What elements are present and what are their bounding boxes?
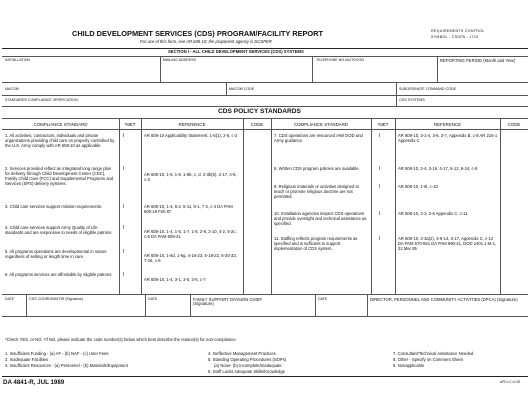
code-9-field[interactable]: [503, 184, 525, 194]
standard-7-reference: AR 608-10, 3-1-4, 3-6, 3-7, Appendix B, c-8 AR 215-1 Appendix C: [398, 133, 498, 143]
date-3-label: DATE: [318, 297, 328, 301]
col-header-reference-left: REFERENCE: [178, 122, 206, 127]
reason-code-6: 6. Staff Lacks Adequate Skills/Knowledge: [208, 369, 285, 374]
standard-8-reference: AR 608-10, 2-4, 3-16, 4-17, 5-12, 6-24, c-9: [398, 166, 478, 171]
coordinator-signature-field[interactable]: [29, 304, 143, 314]
rule: [2, 316, 528, 317]
date-1-field[interactable]: [4, 304, 24, 314]
rule: [2, 82, 528, 83]
divider: [396, 82, 397, 106]
standard-8-text: 8. Written CDS program policies are available.: [274, 166, 360, 171]
installation-label: INSTALLATION: [5, 58, 31, 62]
col-header-standard-left: COMPLIANCE STANDARD: [33, 122, 88, 127]
code-2-field[interactable]: [246, 166, 268, 176]
standard-1-reference: AR 608-10 Applicability Statement, 1-6(1), 2-6, c-2: [144, 133, 238, 138]
rule: [2, 294, 528, 295]
instruction-note: *Check YES, or NO. *If NO, please indicate the code number(s) below which best describe the reason(s) for non-compliance.: [5, 337, 237, 342]
standard-6-text: 6. All programs services are affordable by eligible patrons.: [5, 272, 113, 277]
met-8-checkbox[interactable]: I: [379, 166, 381, 172]
divider: [500, 118, 501, 294]
macom-field[interactable]: [30, 85, 222, 94]
coordinator-signature-label: CDS COORDINATOR (Signature): [29, 297, 83, 301]
col-header-met-left: *MET: [124, 122, 136, 127]
mailing-address-field[interactable]: [163, 64, 308, 80]
standard-6-reference: AR 608-10, 1-4, 3-1, 3-5, 3-6, c-7: [144, 277, 206, 282]
divider: [226, 82, 227, 95]
standard-11-reference: AR 608-10, 2-3a(2), 3-9-14, 3-17, Appendix C, c-12 DA PAM 570-551 DA PAM 690-41, DOD 1401.1-M-1, 22 Mar 85: [398, 236, 497, 251]
divider: [160, 56, 161, 82]
rule: [2, 56, 528, 57]
form-number: DA 4841-R, JUL 1989: [3, 379, 65, 386]
director-signature-field[interactable]: [370, 306, 526, 314]
standard-4-text: 4. Child care services support Army Quality of Life standards and are responsive to needs of eligible patrons.: [5, 225, 113, 235]
macom-code-label: MACOM CODE: [229, 87, 255, 91]
reason-code-2: 2. Inadequate Facilities: [5, 357, 49, 362]
macom-label: MACOM: [5, 87, 19, 91]
installation-field[interactable]: [5, 64, 155, 80]
divider: [271, 118, 272, 294]
divider: [312, 56, 313, 82]
telephone-field[interactable]: [316, 64, 434, 80]
subordinate-command-label: SUBORDINATE COMMAND CODE: [399, 87, 457, 91]
reason-code-1: 1. Insufficient Funding - (a) AF - (b) NAF - (c) User Fees: [5, 351, 109, 356]
standard-2-text: 2. Services provided reflect an integrated long range plan for delivery through Child Development Center (CDC), Family Child Care (FCC) and Supplemental Programs and Services (SPS) delivery systems.: [5, 166, 114, 186]
standard-9-reference: AR 608-10, 1-6l, c-10: [398, 184, 438, 189]
reporting-period-field[interactable]: [440, 68, 526, 80]
met-4-checkbox[interactable]: I: [123, 225, 125, 231]
code-8-field[interactable]: [503, 166, 525, 176]
rule: [2, 376, 528, 377]
col-header-standard-right: COMPLIANCE STANDARD: [293, 122, 349, 127]
policy-standards-title: CDS POLICY STANDARDS: [218, 108, 301, 115]
requirements-control-symbol: SYMBOL - CSDPA - 1710: [431, 35, 479, 39]
telephone-label: TELEPHONE NO./AUTOVON: [316, 58, 364, 62]
reason-code-5-detail: (a) None- (b) Incomplete/Inadequate: [214, 363, 282, 368]
standard-3-text: 3. Child care services support mission requirements.: [5, 204, 103, 209]
reporting-period-label: REPORTING PERIOD (Month and Year): [440, 58, 516, 63]
col-header-reference-right: REFERENCE: [433, 122, 462, 127]
divider: [367, 294, 368, 316]
divider: [315, 294, 316, 316]
family-chief-signature-label: FAMILY SUPPORT DIVISION CHIEF (Signature): [193, 297, 263, 307]
standard-7-text: 7. CDS operations are resourced IAW DOD and Army guidance.: [274, 133, 363, 143]
rule: [2, 129, 528, 130]
reason-code-9: 9. Nonapplicable: [393, 363, 425, 368]
col-header-met-right: *MET: [377, 122, 389, 127]
standard-4-reference: AR 608-10, 1-4, 1-5, 1-7, 1-8, 2-9, 2-10, 4-2, 5-2c, c-5 DA PAM 608-41: [144, 229, 237, 239]
code-5-field[interactable]: [246, 249, 268, 259]
code-7-field[interactable]: [503, 133, 525, 143]
met-3-checkbox[interactable]: I: [123, 204, 125, 210]
divider: [395, 118, 396, 294]
standard-1-text: 1. All activities, contractors, individuals and private organizations providing child care on property controlled by the U.S. Army comply with AR 608-10 as applicable.: [5, 133, 115, 148]
standard-5-reference: AR 608-10, 1-6d, 1-6g, 4-16-23, 5-18-22, 6-30-33, 7-16, c-6: [144, 253, 237, 263]
director-signature-label: DIRECTOR, PERSONNEL AND COMMUNITY ACTIVITIES (DPCA) (Signature): [370, 297, 518, 302]
met-2-checkbox[interactable]: I: [123, 166, 125, 172]
col-header-code-right: CODE: [507, 122, 521, 127]
form-edition: APD LC v1.00: [500, 380, 521, 384]
macom-code-field[interactable]: [262, 85, 392, 94]
reason-code-5: 5. Standing Operating Procedures (SOPs): [208, 357, 287, 362]
divider: [145, 294, 146, 316]
standard-9-text: 9. Religious materials or activities designed to teach or promote religious doctrine are not permitted.: [274, 184, 359, 199]
requirements-control-label: REQUIREMENTS CONTROL: [431, 29, 485, 33]
code-4-field[interactable]: [246, 225, 268, 235]
divider: [371, 118, 372, 294]
divider: [190, 294, 191, 316]
standard-10-text: 10. Installation agencies inspect CDS operations and provide oversight and technical assistance as specified.: [274, 211, 367, 226]
met-7-checkbox[interactable]: I: [379, 133, 381, 139]
code-6-field[interactable]: [246, 272, 268, 282]
divider: [141, 118, 142, 294]
divider: [119, 118, 120, 294]
col-header-code-left: CODE: [250, 122, 264, 127]
code-10-field[interactable]: [503, 211, 525, 221]
met-9-checkbox[interactable]: I: [379, 184, 381, 190]
form-title: CHILD DEVELOPMENT SERVICES (CDS) PROGRAM/FACILITY REPORT: [72, 29, 324, 38]
met-5-checkbox[interactable]: I: [123, 249, 125, 255]
reason-code-4: 4. Ineffective Management Practices: [208, 351, 276, 356]
family-chief-signature-field[interactable]: [193, 306, 313, 314]
cds-systems-label: CDS SYSTEMS: [399, 98, 425, 102]
subordinate-command-field[interactable]: [470, 85, 526, 94]
standard-11-text: 11. Staffing reflects program requirements as specified and is sufficient to support implementation of CDS system.: [274, 236, 358, 251]
divider: [437, 56, 438, 82]
met-11-checkbox[interactable]: I: [379, 236, 381, 242]
reason-code-8: 8. Other - Specify on Comment Sheet: [393, 357, 463, 362]
date-1-label: DATE: [5, 297, 15, 301]
form-subtitle: For use of this form, see AR 608-10; the proponent agency is DCSPER: [140, 39, 272, 44]
divider: [243, 118, 244, 294]
standard-5-text: 5. All programs operations are developmental in nature regardless of setting or length time in care.: [5, 249, 107, 259]
met-6-checkbox[interactable]: I: [123, 272, 125, 278]
standard-2-reference: AR 608-10, 1-5, 1-6, 1-6b, c, d, 2-3b(6), 2-17, 4-5, c-3: [144, 172, 237, 182]
reason-code-7: 7. Consultant/Technical Assistance Needed: [393, 351, 474, 356]
divider: [26, 294, 27, 316]
date-3-field[interactable]: [318, 304, 365, 314]
standard-10-reference: AR 608-10, 2-3, 2-6 Appendix C, c-11: [398, 211, 468, 216]
date-2-label: DATE: [148, 297, 158, 301]
standards-compliance-label: STANDARDS COMPLIANCE VERIFICATION: [5, 98, 78, 102]
standard-3-reference: AR 608-10, 1-4, 5-2, 5-11, 6-1, 7-2, c-4 DA PAM 600-19 Feb 87: [144, 204, 233, 214]
met-1-checkbox[interactable]: I: [123, 133, 125, 139]
mailing-address-label: MAILING ADDRESS: [163, 58, 196, 62]
rule: [2, 95, 528, 96]
rule: [2, 118, 528, 119]
code-11-field[interactable]: [503, 236, 525, 246]
rule: [2, 106, 528, 107]
code-3-field[interactable]: [246, 204, 268, 214]
met-10-checkbox[interactable]: I: [379, 211, 381, 217]
section-heading: SECTION I - ALL CHILD DEVELOPMENT SERVICES (CDS) SYSTEMS: [168, 49, 304, 54]
code-1-field[interactable]: [246, 133, 268, 143]
reason-code-3: 3. Insufficient Resources - (a) Personnel - (b) Materials/Equipment: [5, 363, 128, 368]
date-2-field[interactable]: [148, 304, 188, 314]
